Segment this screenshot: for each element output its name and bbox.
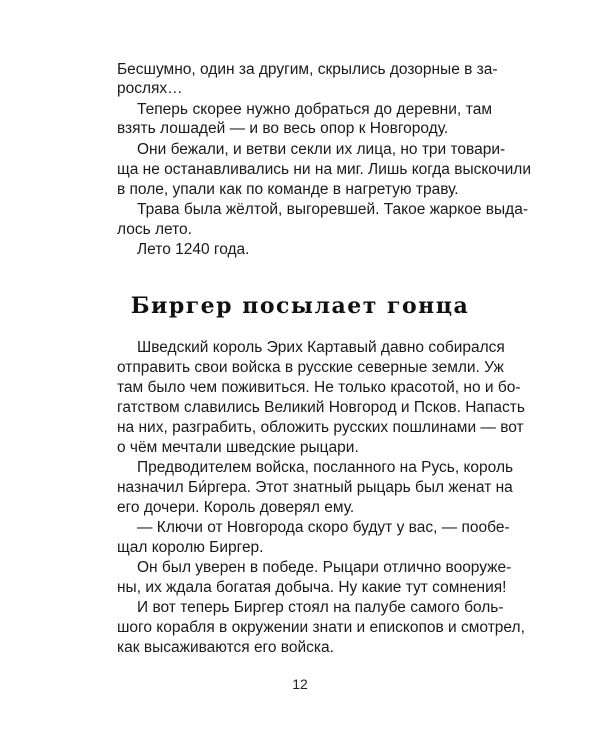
text-line: Они бежали, и ветви секли их лица, но три товари-: [137, 141, 506, 158]
text-line: Лето 1240 года.: [137, 241, 250, 258]
text-line: Шведский король Эрих Картавый давно собирался: [137, 339, 505, 356]
text-line: Предводителем войска, посланного на Русь, король: [137, 459, 514, 476]
text-line: ща не останавливались ни на миг. Лишь когда выскочили: [117, 161, 532, 178]
text-line: в поле, упали как по команде в нагретую траву.: [117, 181, 459, 198]
text-line: там было чем поживиться. Не только красотой, но и бо-: [117, 379, 521, 396]
text-line: шого корабля в окружении знати и епископов и смотрел,: [117, 619, 525, 636]
text-line: Теперь скорее нужно добраться до деревни, там: [137, 101, 492, 118]
text-line: Трава была жёлтой, выгоревшей. Такое жаркое выда-: [137, 201, 528, 218]
text-line: взять лошадей — и во весь опор к Новгороду.: [117, 120, 449, 137]
text-line: И вот теперь Биргер стоял на палубе самого боль-: [137, 599, 504, 616]
text-line: о чём мечтали шведские рыцари.: [117, 439, 359, 456]
text-line: Бесшумно, один за другим, скрылись дозорные в за-: [117, 61, 498, 78]
text-line: назначил Би́ргера. Этот знатный рыцарь был женат на: [117, 479, 513, 496]
text-line: щал королю Биргер.: [117, 539, 264, 556]
text-line: отправить свои войска в русские северные земли. Уж: [117, 359, 504, 376]
text-line: ны, их ждала богатая добыча. Ну какие тут сомнения!: [117, 579, 507, 596]
text-line: гатством славились Великий Новгород и Псков. Напасть: [117, 399, 525, 416]
text-line: на них, разграбить, обложить русских пошлинами — вот: [117, 419, 524, 436]
text-line: Он был уверен в победе. Рыцари отлично вооруже-: [137, 559, 512, 576]
text-line: его дочери. Король доверял ему.: [117, 499, 355, 516]
text-line: — Ключи от Новгорода скоро будут у вас, — пообе-: [137, 519, 510, 536]
page-number: 12: [292, 676, 308, 692]
text-line: лось лето.: [117, 221, 192, 238]
text-line: рослях…: [117, 80, 183, 97]
chapter-title: Биргер посылает гонца: [130, 293, 470, 319]
text-line: как высаживаются его войска.: [117, 639, 334, 656]
